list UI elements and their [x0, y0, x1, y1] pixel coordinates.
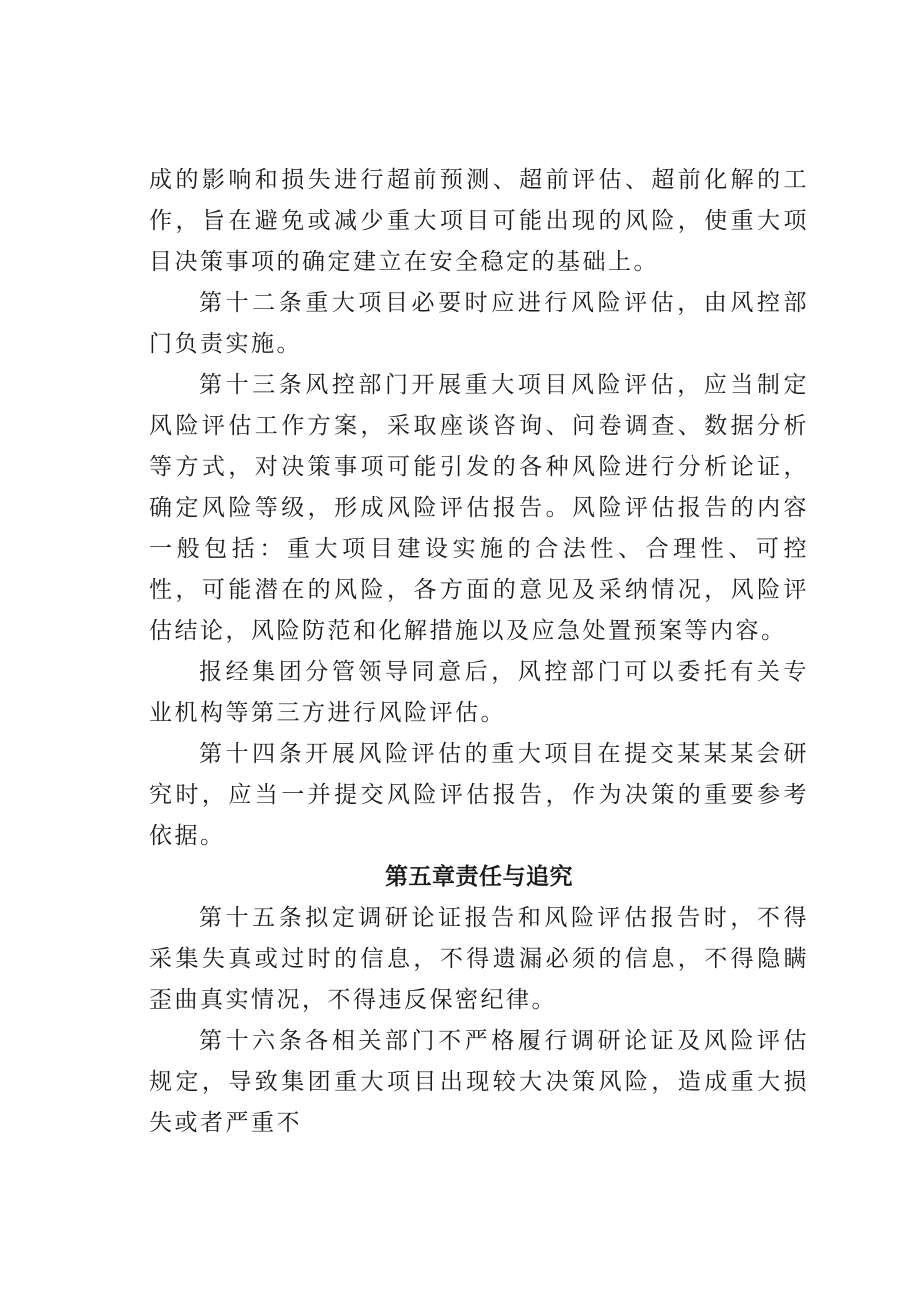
- paragraph-article-12: 第十二条重大项目必要时应进行风险评估，由风控部门负责实施。: [149, 290, 809, 357]
- paragraph-article-13: 第十三条风控部门开展重大项目风险评估，应当制定风险评估工作方案，采取座谈咨询、问卷调查、数据分析等方式，对决策事项可能引发的各种风险进行分析论证，确定风险等级，形成风险评估报告。风险评估报告的内容一般包括：重大项目建设实施的合法性、合理性、可控性，可能潜在的风险，各方面的意见及采纳情况，风险评估结论，风险防范和化解措施以及应急处置预案等内容。: [149, 372, 809, 644]
- paragraph-article-14: 第十四条开展风险评估的重大项目在提交某某某会研究时，应当一并提交风险评估报告，作为决策的重要参考依据。: [149, 741, 809, 849]
- paragraph-continuation: 成的影响和损失进行超前预测、超前评估、超前化解的工作，旨在避免或减少重大项目可能出现的风险，使重大项目决策事项的确定建立在安全稳定的基础上。: [149, 167, 809, 275]
- paragraph-article-15: 第十五条拟定调研论证报告和风险评估报告时，不得采集失真或过时的信息，不得遗漏必须的信息，不得隐瞒歪曲真实情况，不得违反保密纪律。: [149, 905, 809, 1013]
- chapter-heading: 第五章责任与追究: [385, 864, 573, 890]
- paragraph-third-party: 报经集团分管领导同意后，风控部门可以委托有关专业机构等第三方进行风险评估。: [149, 659, 809, 726]
- document-body: [149, 160, 809, 1144]
- paragraph-article-16: 第十六条各相关部门不严格履行调研论证及风险评估规定，导致集团重大项目出现较大决策风险，造成重大损失或者严重不: [149, 1028, 809, 1136]
